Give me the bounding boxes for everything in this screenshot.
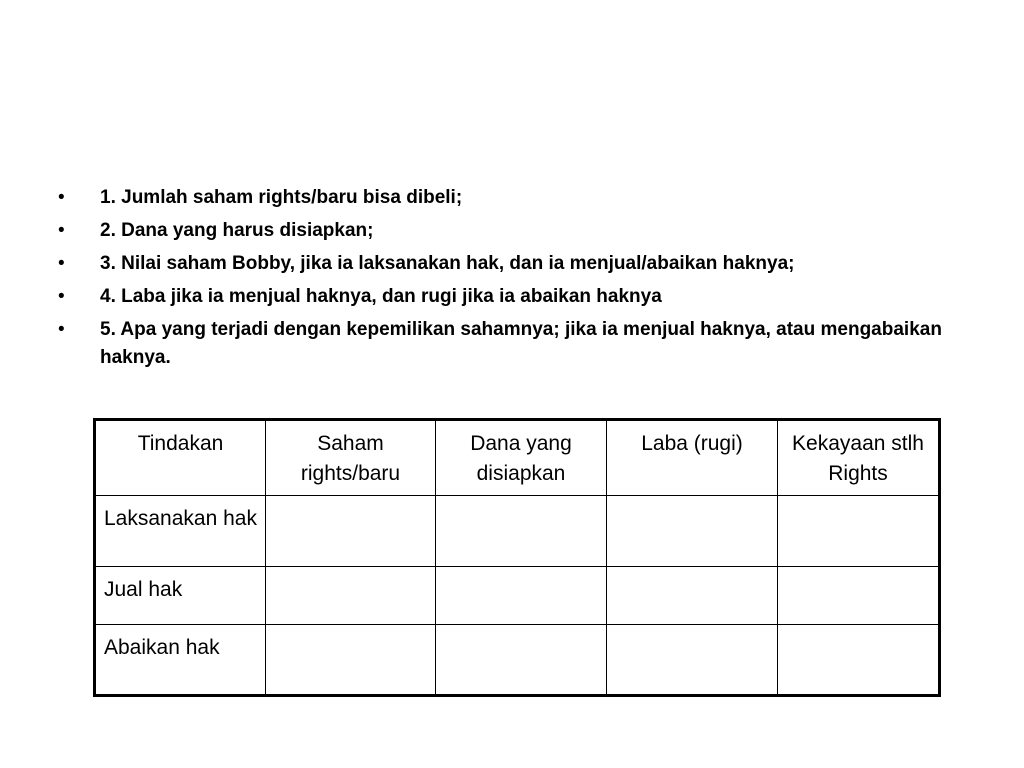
bullet-marker: • — [58, 319, 65, 340]
header-tindakan: Tindakan — [95, 420, 266, 496]
row-label-abaikan: Abaikan hak — [95, 625, 266, 696]
header-kekayaan: Kekayaan stlh Rights — [778, 420, 940, 496]
bullet-marker: • — [58, 286, 65, 307]
bullet-marker: • — [58, 253, 65, 274]
header-laba-rugi: Laba (rugi) — [607, 420, 778, 496]
row-label-jual: Jual hak — [95, 567, 266, 625]
action-table-container — [93, 418, 941, 697]
table-header-row — [95, 420, 940, 496]
table-cell — [266, 567, 436, 625]
bullet-item — [58, 217, 968, 245]
header-saham-rights: Saham rights/baru — [266, 420, 436, 496]
row-label-laksanakan: Laksanakan hak — [95, 496, 266, 567]
table-cell — [607, 496, 778, 567]
bullet-item — [58, 250, 968, 278]
table-cell — [778, 567, 940, 625]
bullet-marker: • — [58, 187, 65, 208]
header-dana: Dana yang disiapkan — [436, 420, 607, 496]
table-cell — [436, 625, 607, 696]
bullet-text: 2. Dana yang harus disiapkan; — [100, 220, 374, 241]
table-row — [95, 567, 940, 625]
bullet-item — [58, 184, 968, 212]
table-cell — [266, 625, 436, 696]
table-cell — [266, 496, 436, 567]
bullet-text: 5. Apa yang terjadi dengan kepemilikan sahamnya; jika ia menjual haknya, atau mengabaikan haknya. — [100, 319, 942, 368]
table-row — [95, 496, 940, 567]
table-cell — [607, 625, 778, 696]
table-cell — [436, 496, 607, 567]
table-cell — [436, 567, 607, 625]
bullet-text: 4. Laba jika ia menjual haknya, dan rugi jika ia abaikan haknya — [100, 286, 662, 307]
bullet-list — [58, 184, 968, 377]
bullet-item — [58, 283, 968, 311]
table-cell — [778, 625, 940, 696]
bullet-text: 1. Jumlah saham rights/baru bisa dibeli; — [100, 187, 463, 208]
table-cell — [607, 567, 778, 625]
action-table — [93, 418, 941, 697]
table-cell — [778, 496, 940, 567]
table-row — [95, 625, 940, 696]
bullet-marker: • — [58, 220, 65, 241]
bullet-text: 3. Nilai saham Bobby, jika ia laksanakan hak, dan ia menjual/abaikan haknya; — [100, 253, 795, 274]
bullet-item — [58, 316, 968, 372]
